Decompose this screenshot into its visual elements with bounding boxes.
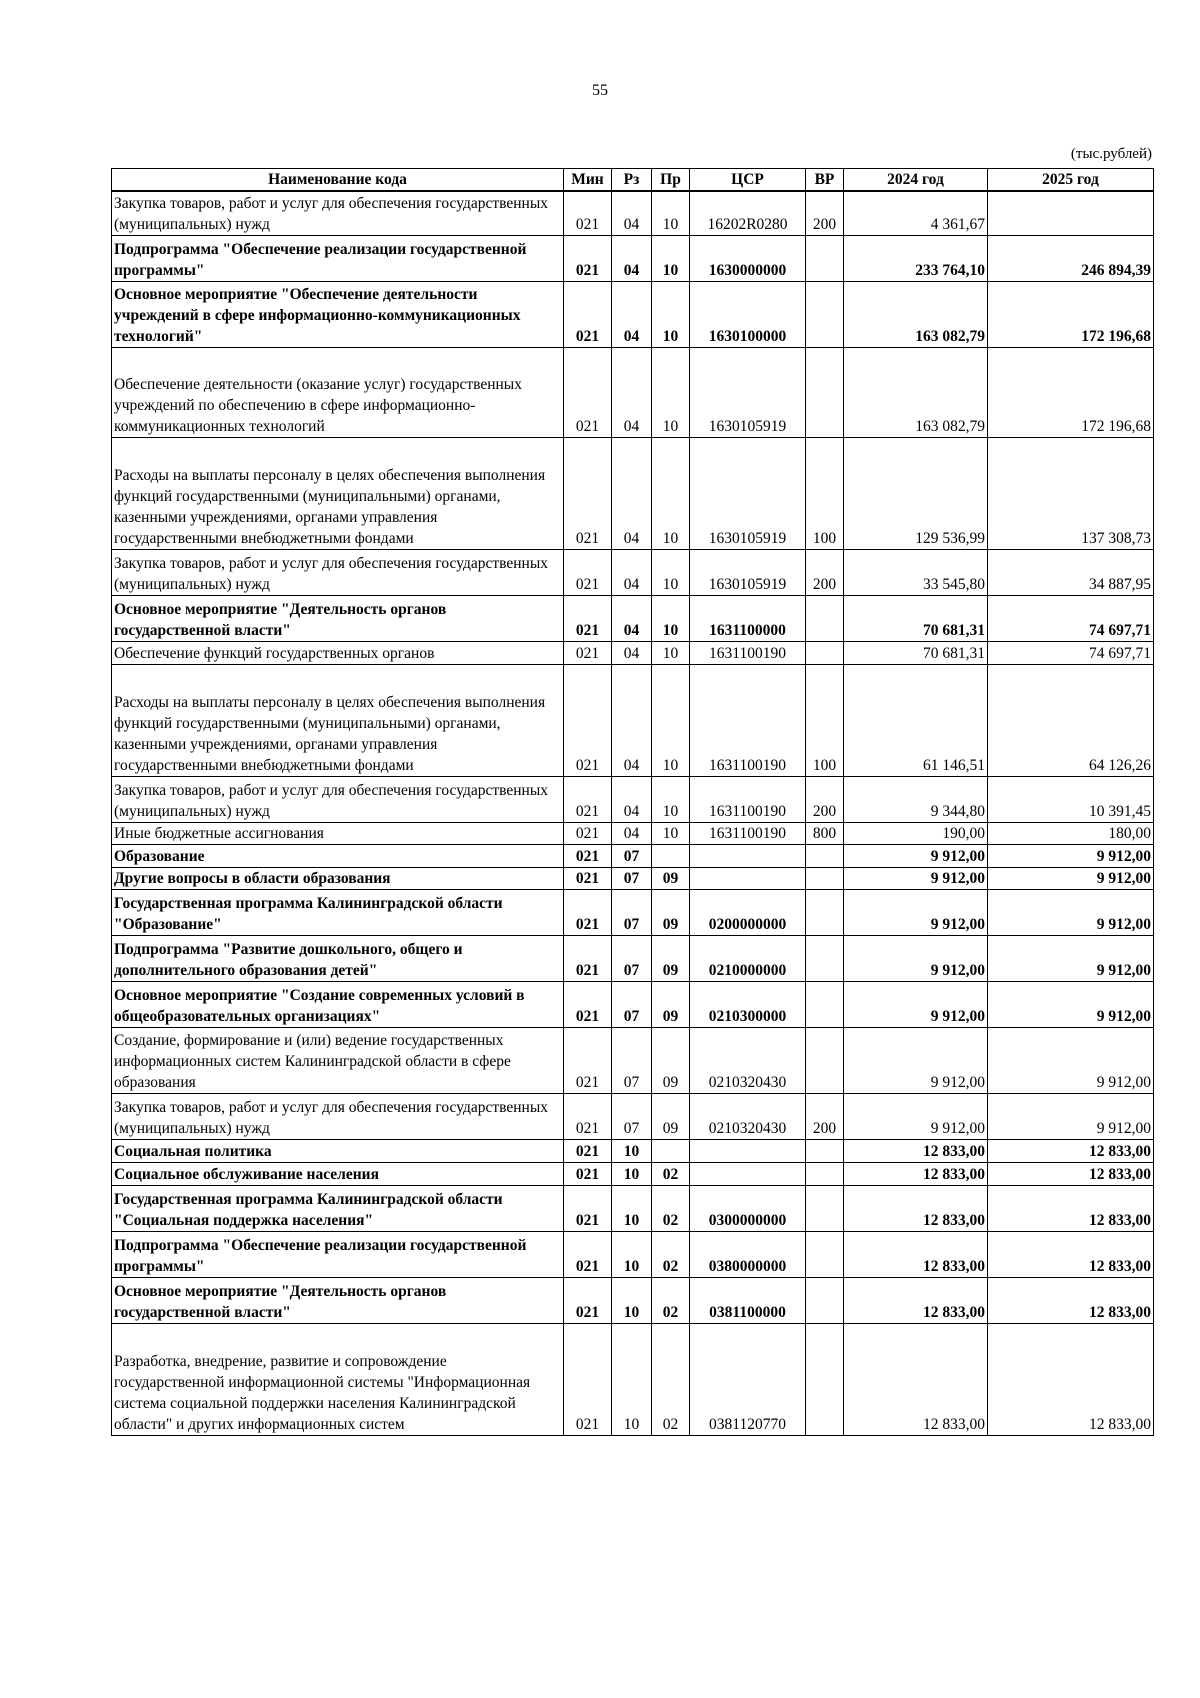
cell-rz: 04 [612, 641, 652, 664]
cell-2025: 12 833,00 [988, 1277, 1154, 1323]
cell-2024: 9 912,00 [844, 889, 988, 935]
cell-pr: 10 [652, 191, 690, 235]
cell-2024: 9 344,80 [844, 776, 988, 822]
cell-min: 021 [564, 867, 612, 889]
cell-name: Закупка товаров, работ и услуг для обеспечения государственных (муниципальных) нужд [112, 549, 564, 595]
table-row [112, 844, 1154, 867]
cell-min: 021 [564, 235, 612, 281]
header-vr: ВР [806, 169, 844, 192]
cell-rz: 04 [612, 347, 652, 437]
cell-2025: 12 833,00 [988, 1231, 1154, 1277]
cell-2025: 74 697,71 [988, 641, 1154, 664]
table-row [112, 776, 1154, 822]
cell-2025: 246 894,39 [988, 235, 1154, 281]
cell-name: Государственная программа Калининградской области "Образование" [112, 889, 564, 935]
table-row [112, 281, 1154, 347]
cell-2024: 190,00 [844, 822, 988, 844]
cell-2024: 12 833,00 [844, 1323, 988, 1435]
cell-rz: 10 [612, 1323, 652, 1435]
cell-csr: 1630105919 [690, 347, 806, 437]
cell-min: 021 [564, 281, 612, 347]
cell-vr: 100 [806, 664, 844, 776]
cell-pr: 10 [652, 235, 690, 281]
cell-csr: 1630105919 [690, 549, 806, 595]
cell-name: Создание, формирование и (или) ведение государственных информационных систем Калининградской области в сфере образования [112, 1027, 564, 1093]
table-row [112, 641, 1154, 664]
cell-2025: 10 391,45 [988, 776, 1154, 822]
cell-rz: 04 [612, 191, 652, 235]
page-number: 55 [592, 82, 608, 99]
cell-2024: 12 833,00 [844, 1162, 988, 1185]
cell-name: Основное мероприятие "Создание современных условий в общеобразовательных организациях" [112, 981, 564, 1027]
table-row [112, 822, 1154, 844]
cell-min: 021 [564, 1162, 612, 1185]
cell-vr [806, 981, 844, 1027]
cell-pr: 02 [652, 1323, 690, 1435]
cell-vr [806, 889, 844, 935]
cell-min: 021 [564, 191, 612, 235]
cell-name: Разработка, внедрение, развитие и сопровождение государственной информационной системы "Информационная система социальной поддержки населения Калининградской области" и других информационных систем [112, 1323, 564, 1435]
cell-rz: 07 [612, 844, 652, 867]
cell-2024: 12 833,00 [844, 1185, 988, 1231]
cell-2025 [988, 191, 1154, 235]
cell-csr: 1630105919 [690, 437, 806, 549]
cell-rz: 04 [612, 235, 652, 281]
cell-vr: 100 [806, 437, 844, 549]
cell-name: Другие вопросы в области образования [112, 867, 564, 889]
table-row [112, 1027, 1154, 1093]
cell-2025: 74 697,71 [988, 595, 1154, 641]
table-row [112, 347, 1154, 437]
cell-rz: 07 [612, 867, 652, 889]
cell-pr: 02 [652, 1277, 690, 1323]
cell-2024: 9 912,00 [844, 867, 988, 889]
cell-name: Закупка товаров, работ и услуг для обеспечения государственных (муниципальных) нужд [112, 1093, 564, 1139]
cell-pr: 10 [652, 776, 690, 822]
cell-2024: 61 146,51 [844, 664, 988, 776]
cell-min: 021 [564, 981, 612, 1027]
cell-2025: 9 912,00 [988, 935, 1154, 981]
table-row [112, 1323, 1154, 1435]
cell-2024: 9 912,00 [844, 844, 988, 867]
cell-rz: 04 [612, 549, 652, 595]
cell-vr [806, 935, 844, 981]
cell-2024: 12 833,00 [844, 1277, 988, 1323]
cell-name: Основное мероприятие "Деятельность органов государственной власти" [112, 1277, 564, 1323]
cell-name: Обеспечение функций государственных органов [112, 641, 564, 664]
cell-name: Социальная политика [112, 1139, 564, 1162]
header-csr: ЦСР [690, 169, 806, 192]
cell-vr [806, 235, 844, 281]
cell-2024: 33 545,80 [844, 549, 988, 595]
cell-pr: 10 [652, 281, 690, 347]
cell-2025: 12 833,00 [988, 1139, 1154, 1162]
cell-rz: 10 [612, 1185, 652, 1231]
cell-csr: 0210320430 [690, 1027, 806, 1093]
cell-csr: 1630100000 [690, 281, 806, 347]
cell-name: Основное мероприятие "Деятельность органов государственной власти" [112, 595, 564, 641]
cell-min: 021 [564, 1323, 612, 1435]
cell-csr: 1630000000 [690, 235, 806, 281]
cell-rz: 10 [612, 1162, 652, 1185]
cell-min: 021 [564, 935, 612, 981]
cell-min: 021 [564, 437, 612, 549]
cell-csr: 1631100000 [690, 595, 806, 641]
table-header-row [112, 169, 1154, 192]
cell-2025: 34 887,95 [988, 549, 1154, 595]
cell-min: 021 [564, 1093, 612, 1139]
cell-min: 021 [564, 844, 612, 867]
cell-min: 021 [564, 549, 612, 595]
cell-pr: 10 [652, 437, 690, 549]
header-rz: Рз [612, 169, 652, 192]
header-pr: Пр [652, 169, 690, 192]
cell-vr [806, 1162, 844, 1185]
cell-csr: 0381100000 [690, 1277, 806, 1323]
cell-2025: 137 308,73 [988, 437, 1154, 549]
cell-rz: 07 [612, 935, 652, 981]
cell-pr: 09 [652, 867, 690, 889]
cell-vr: 200 [806, 1093, 844, 1139]
cell-vr [806, 347, 844, 437]
cell-csr: 0381120770 [690, 1323, 806, 1435]
cell-rz: 10 [612, 1231, 652, 1277]
cell-name: Закупка товаров, работ и услуг для обеспечения государственных (муниципальных) нужд [112, 191, 564, 235]
cell-vr [806, 867, 844, 889]
cell-2025: 12 833,00 [988, 1185, 1154, 1231]
cell-pr: 10 [652, 664, 690, 776]
cell-2024: 12 833,00 [844, 1231, 988, 1277]
cell-csr: 0210300000 [690, 981, 806, 1027]
table-row [112, 935, 1154, 981]
cell-min: 021 [564, 776, 612, 822]
table-row [112, 981, 1154, 1027]
cell-pr: 09 [652, 1093, 690, 1139]
cell-vr [806, 1027, 844, 1093]
cell-rz: 10 [612, 1277, 652, 1323]
cell-min: 021 [564, 641, 612, 664]
cell-rz: 07 [612, 981, 652, 1027]
cell-min: 021 [564, 664, 612, 776]
cell-2025: 172 196,68 [988, 347, 1154, 437]
cell-csr: 0210320430 [690, 1093, 806, 1139]
cell-2024: 129 536,99 [844, 437, 988, 549]
cell-csr: 1631100190 [690, 822, 806, 844]
cell-rz: 04 [612, 822, 652, 844]
cell-vr [806, 281, 844, 347]
cell-min: 021 [564, 347, 612, 437]
cell-name: Подпрограмма "Обеспечение реализации государственной программы" [112, 235, 564, 281]
cell-rz: 04 [612, 437, 652, 549]
cell-2024: 9 912,00 [844, 1093, 988, 1139]
cell-rz: 04 [612, 776, 652, 822]
cell-pr: 10 [652, 549, 690, 595]
cell-vr: 800 [806, 822, 844, 844]
cell-csr: 0210000000 [690, 935, 806, 981]
cell-pr: 09 [652, 981, 690, 1027]
cell-2024: 163 082,79 [844, 347, 988, 437]
header-name: Наименование кода [112, 169, 564, 192]
cell-min: 021 [564, 822, 612, 844]
cell-csr [690, 867, 806, 889]
cell-2024: 12 833,00 [844, 1139, 988, 1162]
cell-name: Подпрограмма "Обеспечение реализации государственной программы" [112, 1231, 564, 1277]
cell-2025: 64 126,26 [988, 664, 1154, 776]
cell-csr: 1631100190 [690, 641, 806, 664]
cell-csr: 16202R0280 [690, 191, 806, 235]
cell-min: 021 [564, 1231, 612, 1277]
cell-name: Основное мероприятие "Обеспечение деятельности учреждений в сфере информационно-коммуникационных технологий" [112, 281, 564, 347]
table-row [112, 1185, 1154, 1231]
cell-pr: 10 [652, 347, 690, 437]
cell-2025: 9 912,00 [988, 867, 1154, 889]
cell-pr: 09 [652, 935, 690, 981]
table-row [112, 549, 1154, 595]
units-label: (тыс.рублей) [1070, 146, 1152, 162]
cell-rz: 07 [612, 889, 652, 935]
cell-vr: 200 [806, 191, 844, 235]
table-row [112, 1139, 1154, 1162]
cell-vr [806, 1323, 844, 1435]
cell-pr: 10 [652, 822, 690, 844]
cell-2024: 9 912,00 [844, 935, 988, 981]
cell-rz: 04 [612, 595, 652, 641]
cell-pr: 02 [652, 1162, 690, 1185]
cell-vr [806, 1139, 844, 1162]
cell-min: 021 [564, 889, 612, 935]
cell-2025: 9 912,00 [988, 981, 1154, 1027]
budget-table [111, 168, 1154, 1436]
header-2025: 2025 год [988, 169, 1154, 192]
cell-min: 021 [564, 595, 612, 641]
cell-csr: 1631100190 [690, 664, 806, 776]
table-row [112, 191, 1154, 235]
cell-vr [806, 595, 844, 641]
cell-2024: 70 681,31 [844, 595, 988, 641]
cell-min: 021 [564, 1139, 612, 1162]
cell-csr [690, 1162, 806, 1185]
cell-2025: 172 196,68 [988, 281, 1154, 347]
cell-csr: 0200000000 [690, 889, 806, 935]
cell-2024: 163 082,79 [844, 281, 988, 347]
cell-pr: 09 [652, 889, 690, 935]
table-row [112, 235, 1154, 281]
cell-2024: 70 681,31 [844, 641, 988, 664]
cell-2025: 9 912,00 [988, 1093, 1154, 1139]
table-row [112, 889, 1154, 935]
cell-pr: 10 [652, 641, 690, 664]
cell-csr [690, 844, 806, 867]
cell-2024: 9 912,00 [844, 981, 988, 1027]
cell-csr: 1631100190 [690, 776, 806, 822]
cell-csr [690, 1139, 806, 1162]
cell-name: Государственная программа Калининградской области "Социальная поддержка населения" [112, 1185, 564, 1231]
cell-name: Образование [112, 844, 564, 867]
table-row [112, 1277, 1154, 1323]
cell-name: Обеспечение деятельности (оказание услуг) государственных учреждений по обеспечению в сфере информационно-коммуникационных технологий [112, 347, 564, 437]
cell-name: Подпрограмма "Развитие дошкольного, общего и дополнительного образования детей" [112, 935, 564, 981]
cell-vr [806, 1231, 844, 1277]
table-row [112, 664, 1154, 776]
cell-name: Расходы на выплаты персоналу в целях обеспечения выполнения функций государственными (муниципальными) органами, казенными учреждениями, органами управления государственными внебюджетными фондами [112, 437, 564, 549]
header-2024: 2024 год [844, 169, 988, 192]
cell-2024: 4 361,67 [844, 191, 988, 235]
cell-2025: 180,00 [988, 822, 1154, 844]
cell-min: 021 [564, 1027, 612, 1093]
cell-name: Закупка товаров, работ и услуг для обеспечения государственных (муниципальных) нужд [112, 776, 564, 822]
cell-2025: 12 833,00 [988, 1162, 1154, 1185]
cell-pr: 10 [652, 595, 690, 641]
cell-vr: 200 [806, 549, 844, 595]
table-row [112, 867, 1154, 889]
cell-pr: 02 [652, 1231, 690, 1277]
cell-name: Расходы на выплаты персоналу в целях обеспечения выполнения функций государственными (муниципальными) органами, казенными учреждениями, органами управления государственными внебюджетными фондами [112, 664, 564, 776]
cell-pr: 02 [652, 1185, 690, 1231]
cell-min: 021 [564, 1185, 612, 1231]
cell-vr [806, 1277, 844, 1323]
cell-csr: 0380000000 [690, 1231, 806, 1277]
cell-rz: 04 [612, 281, 652, 347]
cell-name: Иные бюджетные ассигнования [112, 822, 564, 844]
cell-2025: 9 912,00 [988, 1027, 1154, 1093]
cell-rz: 04 [612, 664, 652, 776]
table-row [112, 1162, 1154, 1185]
table-row [112, 437, 1154, 549]
cell-vr [806, 641, 844, 664]
cell-csr: 0300000000 [690, 1185, 806, 1231]
cell-pr: 09 [652, 1027, 690, 1093]
cell-vr [806, 1185, 844, 1231]
table-row [112, 1231, 1154, 1277]
cell-2024: 9 912,00 [844, 1027, 988, 1093]
table-row [112, 1093, 1154, 1139]
header-min: Мин [564, 169, 612, 192]
cell-rz: 07 [612, 1027, 652, 1093]
cell-vr [806, 844, 844, 867]
cell-2025: 12 833,00 [988, 1323, 1154, 1435]
cell-pr [652, 1139, 690, 1162]
cell-rz: 07 [612, 1093, 652, 1139]
cell-name: Социальное обслуживание населения [112, 1162, 564, 1185]
cell-vr: 200 [806, 776, 844, 822]
cell-pr [652, 844, 690, 867]
table-row [112, 595, 1154, 641]
cell-rz: 10 [612, 1139, 652, 1162]
cell-2024: 233 764,10 [844, 235, 988, 281]
cell-min: 021 [564, 1277, 612, 1323]
cell-2025: 9 912,00 [988, 844, 1154, 867]
cell-2025: 9 912,00 [988, 889, 1154, 935]
